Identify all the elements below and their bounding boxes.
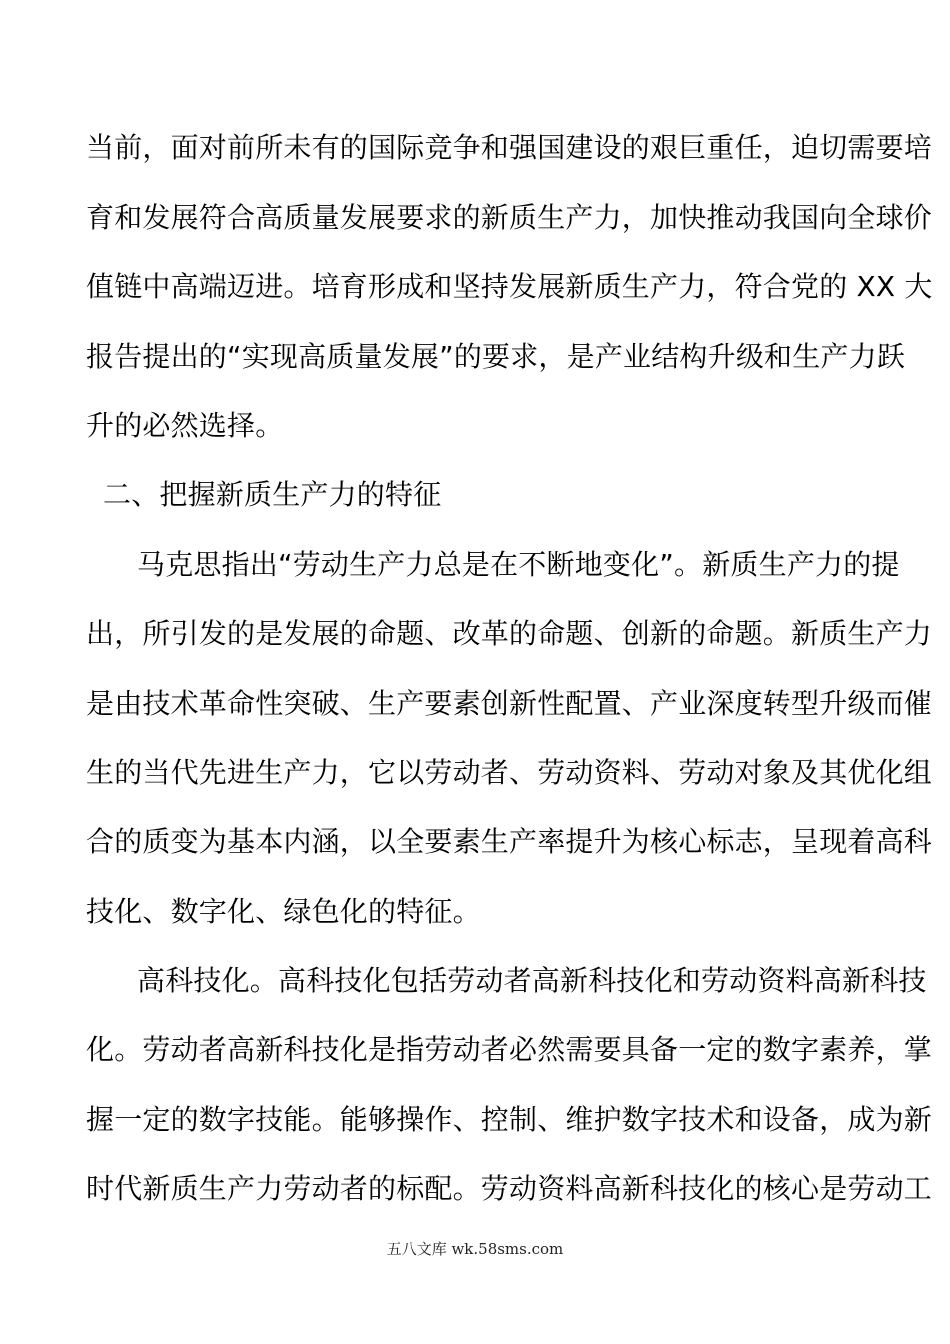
body-line: 马克思指出“劳动生产力总是在不断地变化”。新质生产力的提 <box>137 548 900 581</box>
body-line: 合的质变为基本内涵，以全要素生产率提升为核心标志，呈现着高科 <box>86 825 933 858</box>
body-line: 是由技术革命性突破、生产要素创新性配置、产业深度转型升级而催 <box>86 687 933 720</box>
body-line: 技化、数字化、绿色化的特征。 <box>86 895 481 928</box>
body-line: 值链中高端迈进。培育形成和坚持发展新质生产力，符合党的 XX 大 <box>86 270 933 303</box>
section-heading: 二、把握新质生产力的特征 <box>103 478 442 511</box>
body-line: 育和发展符合高质量发展要求的新质生产力，加快推动我国向全球价 <box>86 201 933 234</box>
body-line: 当前，面对前所未有的国际竞争和强国建设的艰巨重任，迫切需要培 <box>86 131 933 164</box>
body-line: 升的必然选择。 <box>86 409 284 442</box>
body-line: 出，所引发的是发展的命题、改革的命题、创新的命题。新质生产力 <box>86 617 933 650</box>
body-line: 时代新质生产力劳动者的标配。劳动资料高新科技化的核心是劳动工 <box>86 1172 933 1205</box>
page-footer: 五八文库 wk.58sms.com <box>386 1240 564 1258</box>
body-line: 化。劳动者高新科技化是指劳动者必然需要具备一定的数字素养，掌 <box>86 1033 933 1066</box>
body-line: 握一定的数字技能。能够操作、控制、维护数字技术和设备，成为新 <box>86 1103 933 1136</box>
body-line: 报告提出的“实现高质量发展”的要求，是产业结构升级和生产力跃 <box>86 340 906 373</box>
body-line: 生的当代先进生产力，它以劳动者、劳动资料、劳动对象及其优化组 <box>86 756 933 789</box>
body-line: 高科技化。高科技化包括劳动者高新科技化和劳动资料高新科技 <box>137 964 927 997</box>
